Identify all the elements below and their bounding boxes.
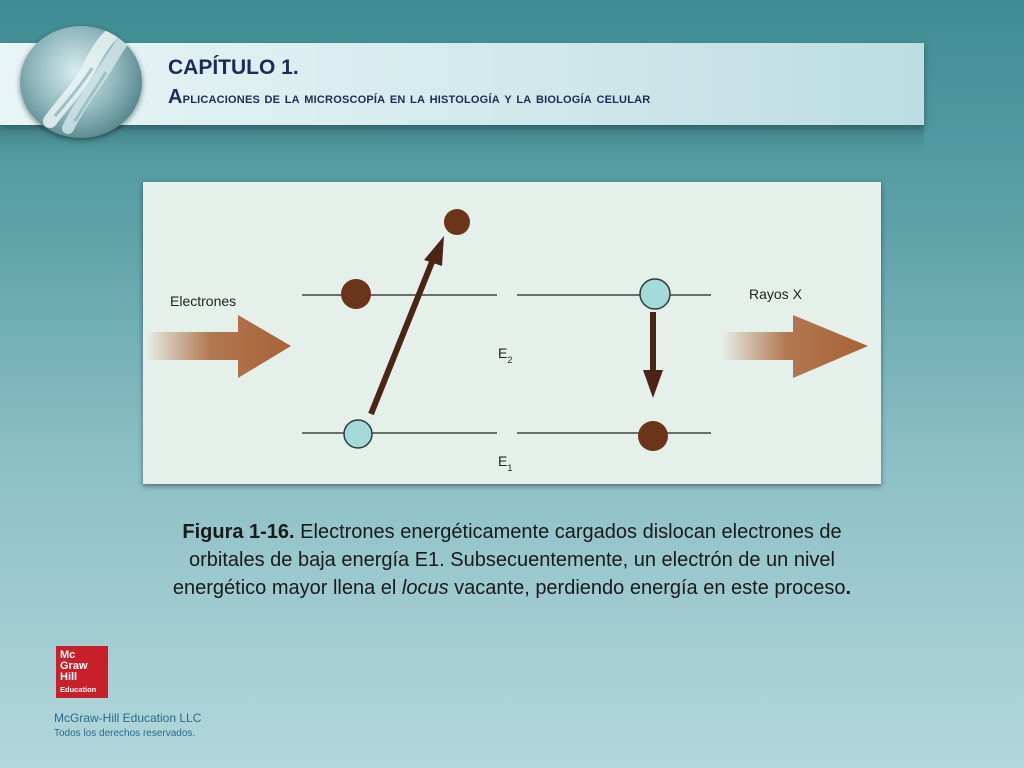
label-e1: $E_1$ bbox=[498, 453, 513, 473]
vacancy-e2-right bbox=[640, 279, 670, 309]
mcgraw-hill-logo: Mc Graw Hill Education bbox=[56, 646, 108, 698]
ejection-arrow-head bbox=[424, 236, 444, 266]
figure-1-16 bbox=[143, 182, 881, 484]
xray-beam-arrow bbox=[721, 315, 868, 378]
label-electrons: Electrones bbox=[170, 293, 237, 309]
transition-arrow-head bbox=[643, 370, 663, 398]
ejection-arrow-shaft bbox=[371, 252, 436, 414]
electron-e1-right bbox=[638, 421, 668, 451]
chapter-subtitle bbox=[168, 86, 650, 109]
footer-rights: Todos los derechos reservados. bbox=[54, 728, 196, 739]
header-shadow bbox=[0, 125, 924, 153]
ejected-electron bbox=[444, 209, 470, 235]
figure-caption bbox=[160, 518, 864, 602]
subtitle-rest: plicaciones de la microscopía en la histología y la biología celular bbox=[182, 90, 651, 107]
label-xrays: Rayos X bbox=[749, 286, 802, 302]
chapter-title: CAPÍTULO 1. bbox=[168, 56, 299, 79]
footer-company: McGraw-Hill Education LLC bbox=[54, 711, 202, 725]
caption-end: . bbox=[845, 577, 852, 599]
caption-italic: locus bbox=[401, 577, 449, 599]
vacancy-e1-left bbox=[344, 420, 372, 448]
electron-e2-left bbox=[341, 279, 371, 309]
caption-text-2: vacante, perdiendo energía en este proceso bbox=[448, 577, 846, 599]
label-e2: $E_2$ bbox=[498, 345, 513, 365]
caption-text-1: Electrones energéticamente cargados dislocan electrones de orbitales de baja energía E1. Subsecuentemente, un electrón de un nivel energético mayor llena el bbox=[172, 521, 842, 599]
chromosome-image bbox=[20, 26, 142, 138]
subtitle-initial: A bbox=[168, 86, 183, 108]
caption-label: Figura 1-16. bbox=[182, 521, 295, 543]
incoming-beam-arrow bbox=[145, 315, 291, 378]
